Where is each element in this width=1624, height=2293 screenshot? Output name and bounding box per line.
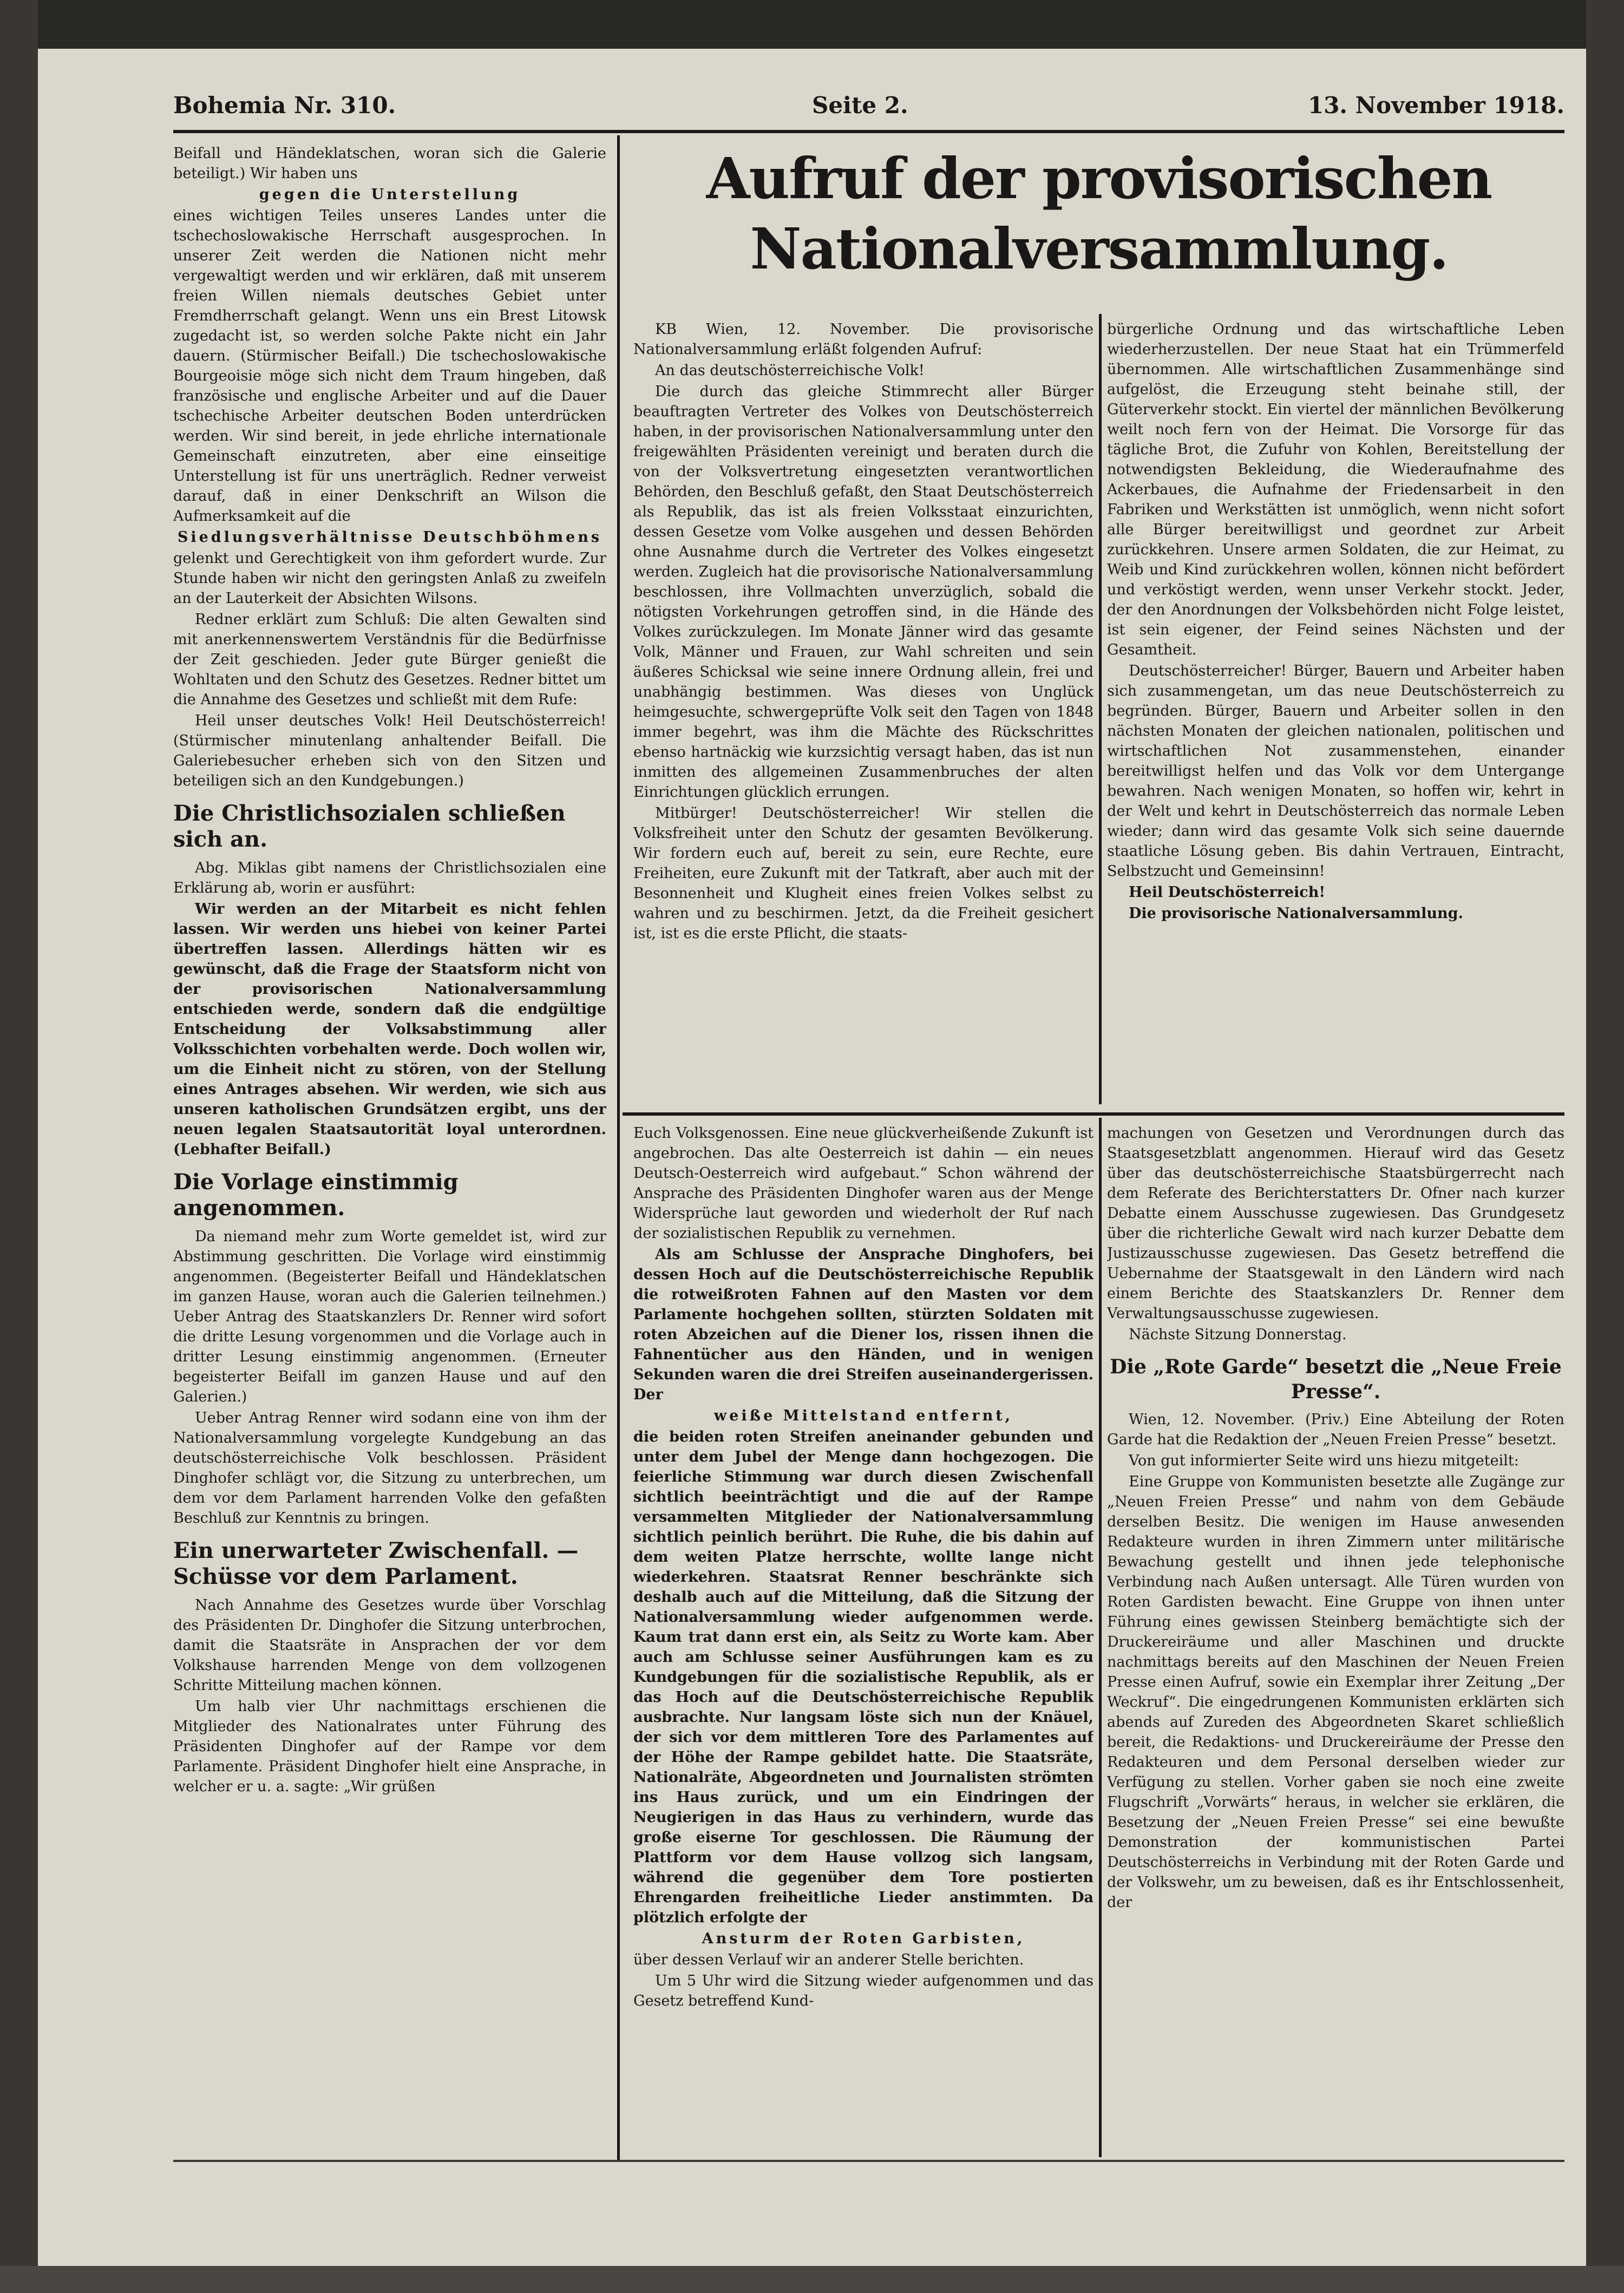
paragraph: Heil unser deutsches Volk! Heil Deutschösterreich! (Stürmischer minutenlang anhaltender Beifall. Die Galeriebesucher erheben sich von den Sitzen und beteiligen sich an den Kundgebungen.) <box>173 712 606 789</box>
page-number: Seite 2. <box>812 92 908 119</box>
column-left <box>173 143 606 2157</box>
paragraph: Beifall und Händeklatschen, woran sich die Galerie beteiligt.) Wir haben uns <box>173 145 606 182</box>
paragraph: Die durch das gleiche Stimmrecht aller Bürger beauftragten Vertreter des Volkes von Deutschösterreich haben, in der provisorischen Nationalversammlung unter den freigewählten Präsidenten vereinigt und beraten durch die von der Volksvertretung eingesetzten verantwortlichen Behörden, den Beschluß gefaßt, den Staat Deutschösterreich als Republik, das ist als freien Volksstaat einzurichten, dessen Gesetze vom Volke ausgehen und dessen Behörden ohne Ausnahme durch die Vertreter des Volkes eingesetzt werden. Zugleich hat die provisorische Nationalversammlung beschlossen, ihre Vollmachten unverzüglich, sobald die nötigsten Vorkehrungen getroffen sind, in die Hände des Volkes zurückzulegen. Im Monate Jänner wird das gesamte Volk, Männer und Frauen, zur Wahl schreiten und sein äußeres Schicksal wie seine innere Ordnung allein, frei und unabhängig bestimmen. Was dieses von Unglück heimgesuchte, schwergeprüfte Volk seit den Tagen von 1848 immer begehrt, was ihm die Mächte des Rückschrittes ebenso hartnäckig wie kurzsichtig versagt haben, das ist nun inmitten des allgemeinen Zusammenbruches der alten Einrichtungen glücklich errungen. <box>633 383 1093 801</box>
scan-border-bottom <box>0 2266 1624 2293</box>
paragraph: Wien, 12. November. (Priv.) Eine Abteilung der Roten Garde hat die Redaktion der „Neuen Freien Presse“ besetzt. <box>1107 1411 1564 1448</box>
scan-border-top <box>0 0 1624 49</box>
section-heading: Die „Rote Garde“ besetzt die „Neue Freie Presse“. <box>1110 1355 1562 1403</box>
closing-salutation: Heil Deutschösterreich! <box>1129 884 1326 901</box>
column-lower-right <box>1107 1123 1564 2157</box>
spaced-emphasis: gegen die Unterstellung <box>259 186 521 203</box>
spaced-emphasis: weiße Mittelstand entfernt, <box>713 1407 1013 1424</box>
paragraph: bürgerliche Ordnung und das wirtschaftliche Leben wiederherzustellen. Der neue Staat hat ein Trümmerfeld übernommen. Alle wirtschaftlichen Zusammenhänge sind aufgelöst, die Erzeugung steht beinahe still, der Güterverkehr stockt. Ein viertel der männlichen Bevölkerung weilt noch fern von der Heimat. Die Vorsorge für das tägliche Brot, die Zufuhr von Kohlen, Bereitstellung der notwendigsten Bekleidung, die Wiederaufnahme des Ackerbaues, die Aufnahme der Friedensarbeit in den Fabriken und Werkstätten ist unmöglich, wenn nicht sofort alle Bürger bereitwilligst und geordnet zur Arbeit zurückkehren. Unsere armen Soldaten, die zur Heimat, zu Weib und Kind zurückkehren wollen, können nicht befördert und verköstigt werden, wenn unser Verkehr stockt. Jeder, der den Anordnungen der Volksbehörden nicht Folge leistet, ist sein eigener, der Feind seines Nächsten und der Gesamtheit. <box>1107 321 1564 658</box>
paragraph: Redner erklärt zum Schluß: Die alten Gewalten sind mit anerkennenswertem Verständnis für die Bedürfnisse der Zeit geschieden. Jeder gute Bürger genießt die Wohltaten und den Schutz des Gesetzes. Redner bittet um die Annahme des Gesetzes und schließt mit dem Rufe: <box>173 611 606 708</box>
paragraph: eines wichtigen Teiles unseres Landes unter die tschechoslowakische Herrschaft ausgesprochen. In unserer Zeit werden die Nationen nicht mehr vergewaltigt werden und wir erklären, daß mit unserem freien Willen niemals deutsches Gebiet unter Fremdherrschaft gelangt. Wenn uns ein Brest Litowsk zugedacht ist, so werden solche Pakte nicht ein Jahr dauern. (Stürmischer Beifall.) Die tschechoslowakische Bourgeoisie möge sich nicht dem Traum hingeben, daß französische und englische Arbeiter und auf die Dauer tschechische Arbeiter deutschen Boden unterdrücken werden. Wir sind bereit, in jede ehrliche internationale Gemeinschaft einzutreten, aber eine einseitige Unterstellung ist für uns unerträglich. Redner verweist darauf, daß in einer Denkschrift an Wilson die Aufmerksamkeit auf die <box>173 207 606 525</box>
spaced-emphasis: Siedlungsverhältnisse Deutschböhmens <box>177 529 603 546</box>
section-heading: Ein unerwarteter Zwischenfall. — Schüsse vor dem Parlament. <box>173 1538 579 1589</box>
column-divider <box>617 135 620 2160</box>
paragraph: über dessen Verlauf wir an anderer Stelle berichten. <box>633 1951 1024 1968</box>
signature-line: Die provisorische Nationalversammlung. <box>1129 905 1463 922</box>
paragraph: Nach Annahme des Gesetzes wurde über Vorschlag des Präsidenten Dr. Dinghofer die Sitzung unterbrochen, damit die Staatsräte in Ansprachen der vor dem Volkshause harrenden Menge von dem vollzogenen Schritte Mitteilung machen können. <box>173 1597 606 1694</box>
masthead-issue: Bohemia Nr. 310. <box>173 92 396 119</box>
scan-border-right <box>1586 0 1624 2293</box>
section-rule <box>623 1112 1564 1116</box>
paragraph: Um 5 Uhr wird die Sitzung wieder aufgenommen und das Gesetz betreffend Kund- <box>633 1973 1093 2009</box>
paragraph: Deutschösterreicher! Bürger, Bauern und Arbeiter haben sich zusammengetan, um das neue Deutschösterreich zu begründen. Bürger, Bauern und Arbeiter sollen in den nächsten Monaten der gleichen nationalen, politischen und wirtschaftlichen Not zusammenstehen, einander bereitwilligst helfen und das Volk vor dem Untergange bewahren. Nach wenigen Monaten, so hoffen wir, kehrt in der Welt und kehrt in Deutschösterreich das normale Leben wieder; dann wird das gesamte Volk sich seine dauernde staatliche Lösung geben. Bis dahin Vertrauen, Eintracht, Selbstzucht und Gemeinsinn! <box>1107 663 1564 880</box>
paragraph: Da niemand mehr zum Worte gemeldet ist, wird zur Abstimmung geschritten. Die Vorlage wird einstimmig angenommen. (Begeisterter Beifall und Händeklatschen im ganzen Hause, woran auch die Galerien teilnehmen.) Ueber Antrag des Staatskanzlers Dr. Renner wird sofort die dritte Lesung vorgenommen und die Vorlage auch in dritter Lesung einstimmig angenommen. (Erneuter begeisterter Beifall im ganzen Hause und auf den Galerien.) <box>173 1228 606 1405</box>
paragraph: KB Wien, 12. November. Die provisorische Nationalversammlung erläßt folgenden Aufruf: <box>633 321 1093 358</box>
paragraph: Nächste Sitzung Donnerstag. <box>1129 1326 1347 1343</box>
paragraph: Euch Volksgenossen. Eine neue glückverheißende Zukunft ist angebrochen. Das alte Oesterreich ist dahin — ein neues Deutsch-Oesterreich wird aufgebaut.“ Schon während der Ansprache des Präsidenten Dinghofer waren aus der Menge Widersprüche laut geworden und wiederholt der Ruf nach der sozialistischen Republik zu vernehmen. <box>633 1125 1093 1242</box>
spaced-emphasis: Ansturm der Roten Garbisten, <box>702 1930 1025 1947</box>
header-rule <box>173 130 1564 133</box>
paragraph: gelenkt und Gerechtigkeit von ihm gefordert wurde. Zur Stunde haben wir nicht den geringsten Anlaß zu zweifeln an der Lauterkeit der Absichten Wilsons. <box>173 550 606 607</box>
page-header <box>173 92 1564 130</box>
paragraph: Von gut informierter Seite wird uns hiezu mitgeteilt: <box>1129 1452 1519 1469</box>
column-divider <box>1099 1118 1102 2157</box>
paragraph: Um halb vier Uhr nachmittags erschienen die Mitglieder des Nationalrates unter Führung des Präsidenten Dinghofer auf der Rampe vor dem Parlamente. Präsident Dinghofer hielt eine Ansprache, in welcher er u. a. sagte: „Wir grüßen <box>173 1698 606 1795</box>
paragraph: machungen von Gesetzen und Verordnungen durch das Staatsgesetzblatt angenommen. Hierauf wird das Gesetz über das deutschösterreichische Staatsbürgerrecht nach dem Referate des Berichterstatters Dr. Ofner nach kurzer Debatte einem Ausschusse zugewiesen. Das Grundgesetz über die richterliche Gewalt wird nach kurzer Debatte dem Justizausschusse zugewiesen. Das Gesetz betreffend die Uebernahme der Staatsgewalt in den Ländern wird nach einem Berichte des Staatskanzlers Dr. Renner dem Verwaltungsausschusse zugewiesen. <box>1107 1125 1564 1322</box>
paragraph: Wir werden an der Mitarbeit es nicht fehlen lassen. Wir werden uns hiebei von keiner Partei übertreffen lassen. Allerdings hätten wir es gewünscht, daß die Frage der Staatsform nicht von der provisorischen Nationalversammlung entschieden werde, sondern daß die endgültige Entscheidung der Volksabstimmung aller Volksschichten vorbehalten werde. Doch wollen wir, um die Einheit nicht zu stören, von der Stellung eines Antrages absehen. Wir werden, wie sich aus unseren katholischen Grundsätzen ergibt, uns der neuen legalen Staatsautorität loyal unterordnen. (Lebhafter Beifall.) <box>173 901 606 1158</box>
paragraph: Eine Gruppe von Kommunisten besetzte alle Zugänge zur „Neuen Freien Presse“ und nahm von dem Gebäude derselben Besitz. Die wenigen im Hause anwesenden Redakteure wurden in ihren Zimmern unter militärische Bewachung gestellt und ihnen jede telephonische Verbindung nach Außen untersagt. Alle Türen wurden von Roten Gardisten bewacht. Eine Gruppe von ihnen unter Führung eines gewissen Steinberg bemächtigte sich der Druckereiräume und aller Maschinen und druckte nachmittags bereits auf den Maschinen der Neuen Freien Presse einen Aufruf, sowie ein Exemplar ihrer Zeitung „Der Weckruf“. Die eingedrungenen Kommunisten erklärten sich abends auf Zureden des Abgeordneten Skaret schließlich bereit, die Redaktions- und Druckereiräume der Presse den Redakteuren und dem Personal derselben wieder zur Verfügung zu stellen. Vorher gaben sie noch eine zweite Flugschrift „Vorwärts“ heraus, in welcher sie erklären, die Besetzung der „Neuen Freien Presse“ sei eine bewußte Demonstration der kommunistischen Partei Deutschösterreichs in Verbindung mit der Roten Garde und der Volkswehr, um zu beweisen, daß es ihr Entschlossenheit, der <box>1107 1473 1564 1911</box>
paragraph: die beiden roten Streifen aneinander gebunden und unter dem Jubel der Menge dann hochgezogen. Die feierliche Stimmung war durch diesen Zwischenfall sichtlich beeinträchtigt und die auf der Rampe versammelten Mitglieder der Nationalversammlung sichtlich peinlich berührt. Die Ruhe, die bis dahin auf dem weiten Platze herrschte, wollte lange nicht wiederkehren. Staatsrat Renner beschränkte sich deshalb auch auf die Mitteilung, daß die Sitzung der Nationalversammlung wieder aufgenommen werde. Kaum trat dann erst ein, als Seitz zu Worte kam. Aber auch am Schlusse seiner Ausführungen kam es zu Kundgebungen für die sozialistische Republik, als er das Hoch auf die Deutschösterreichische Republik ausbrachte. Nur langsam löste sich nun der Knäuel, der sich vor dem mittleren Tore des Parlamentes auf der Höhe der Rampe gebildet hatte. Die Staatsräte, Nationalräte, Abgeordneten und Journalisten strömten ins Haus zurück, und um ein Eindringen der Neugierigen in das Haus zu verhindern, wurde das große eiserne Tor geschlossen. Die Räumung der Plattform vor dem Hause vollzog sich langsam, während die gegenüber dem Tore postierten Ehrengarden freiheitliche Lieder anstimmten. Da plötzlich erfolgte der <box>633 1429 1093 1926</box>
column-appeal-right <box>1107 319 1564 1104</box>
column-appeal-left <box>633 319 1093 1104</box>
paragraph: Als am Schlusse der Ansprache Dinghofers, bei dessen Hoch auf die Deutschösterreichische Republik die rotweißroten Fahnen auf den Masten vor dem Parlamente hochgehen sollten, stürzten Soldaten mit roten Abzeichen auf die Diener los, rissen ihnen die Fahnentücher aus den Händen, und in wenigen Sekunden waren die drei Streifen auseinandergerissen. Der <box>633 1246 1093 1403</box>
section-heading: Die Christlichsozialen schließen sich an. <box>173 801 566 852</box>
paragraph: Mitbürger! Deutschösterreicher! Wir stellen die Volksfreiheit unter den Schutz der gesamten Bevölkerung. Wir fordern euch auf, bereit zu sein, eure Rechte, eure Freiheiten, eure Zukunft mit der Tatkraft, aber auch mit der Besonnenheit und Klugheit eines freien Volkes selbst zu wahren und zu beschirmen. Jetzt, da die Freiheit gesichert ist, ist es die erste Pflicht, die staats- <box>633 805 1093 942</box>
section-heading: Die Vorlage einstimmig angenommen. <box>173 1169 459 1221</box>
column-divider <box>1099 314 1102 1104</box>
main-headline: Aufruf der provisorischen Nationalversammlung. <box>706 145 1492 282</box>
salutation: An das deutschösterreichische Volk! <box>655 362 925 379</box>
scan-border-left <box>0 0 38 2293</box>
issue-date: 13. November 1918. <box>1307 92 1564 119</box>
paragraph: Abg. Miklas gibt namens der Christlichsozialen eine Erklärung ab, worin er ausführt: <box>173 860 606 896</box>
paragraph: Ueber Antrag Renner wird sodann eine von ihm der Nationalversammlung vorgelegte Kundgebung an das deutschösterreichische Volk beschlossen. Präsident Dinghofer schlägt vor, die Sitzung zu unterbrechen, um dem vor dem Parlament harrenden Volke den gefaßten Beschluß zur Kenntnis zu bringen. <box>173 1410 606 1527</box>
footer-rule <box>173 2160 1564 2162</box>
column-lower-left <box>633 1123 1093 2157</box>
